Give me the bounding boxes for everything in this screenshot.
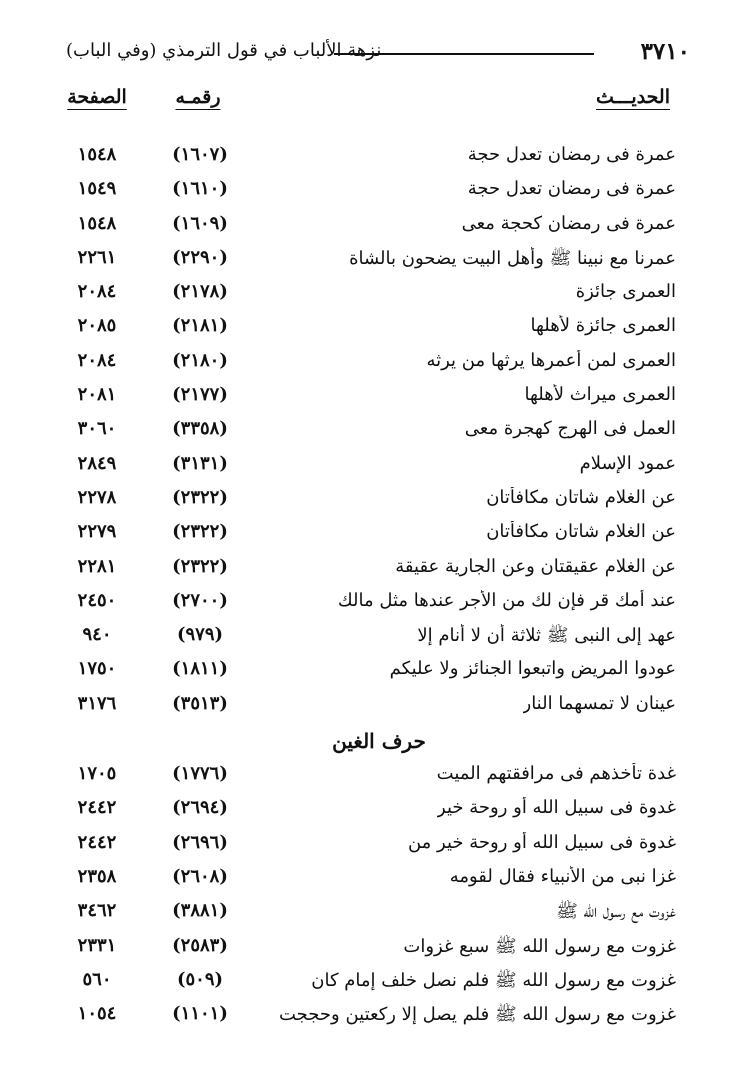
hadith-text: العمرى لمن أعمرها يرثها من يرثه (426, 349, 676, 371)
hadith-text: عودوا المريض واتبعوا الجنائز ولا عليكم (389, 658, 676, 680)
index-entries (66, 141, 690, 1034)
page-reference: ١٥٤٨ (77, 212, 117, 234)
hadith-number: (٢٧٠٠) (172, 589, 228, 611)
hadith-text: عهد إلى النبى ﷺ ثلاثة أن لا أنام إلا (417, 625, 676, 647)
hadith-text: غزوت مع رسول الله ﷺ فلم نصل خلف إمام كان (311, 969, 676, 991)
index-row (66, 621, 690, 655)
index-row (66, 347, 690, 381)
hadith-number: (٢١٧٨) (172, 281, 228, 303)
hadith-number: (١٦١٠) (172, 178, 228, 200)
index-row (66, 553, 690, 587)
page-number: ٣٧١٠ (640, 38, 690, 65)
hadith-text: غدوة فى سبيل الله أو روحة خير (437, 797, 676, 819)
index-row (66, 760, 690, 794)
page-reference: ٢٠٨٥ (77, 315, 117, 337)
page-reference: ٢٤٤٢ (77, 797, 117, 819)
page-reference: ٢٠٨٤ (77, 281, 117, 303)
hadith-number: (٣٨٨١) (172, 900, 228, 922)
hadith-text: عند أمك قر فإن لك من الأجر عندها مثل مالك (337, 589, 676, 611)
hadith-number: (٣٣٥٨) (172, 418, 228, 440)
index-row (66, 415, 690, 449)
index-row (66, 1000, 690, 1034)
page-reference: ٣٠٦٠ (77, 418, 117, 440)
hadith-text: عمرة فى رمضان كحجة معى (461, 212, 676, 234)
index-row (66, 690, 690, 724)
index-row (66, 863, 690, 897)
hadith-number: (٢١٨١) (172, 315, 228, 337)
index-row (66, 794, 690, 828)
running-header (66, 38, 690, 68)
index-row (66, 244, 690, 278)
column-header-page: الصفحة (67, 86, 127, 108)
section-heading (66, 724, 690, 760)
page-reference: ١٧٠٥ (77, 763, 117, 785)
hadith-number: (١٦٠٩) (172, 212, 228, 234)
page-reference: ١٥٤٩ (77, 178, 117, 200)
page-reference: ٢٢٧٨ (77, 486, 117, 508)
hadith-number: (١٧٧٦) (172, 763, 228, 785)
hadith-number: (٢٣٢٢) (172, 521, 228, 543)
page-reference: ٥٦٠ (82, 968, 112, 990)
column-header-hadith: الحديـــث (596, 86, 670, 108)
hadith-number: (٢٣٢٢) (172, 486, 228, 508)
index-row (66, 278, 690, 312)
hadith-number: (٥٠٩) (176, 968, 224, 990)
index-row (66, 312, 690, 346)
column-headers (66, 86, 690, 120)
hadith-number: (٣٥١٣) (172, 692, 228, 714)
hadith-text: غزوت مع رسول الله ﷺ (556, 901, 676, 923)
page-reference: ٢٤٤٢ (77, 831, 117, 853)
hadith-text: غدة تأخذهم فى مرافقتهم الميت (436, 763, 676, 785)
index-row (66, 175, 690, 209)
book-title: نزهة الألباب في قول الترمذي (وفي الباب) (66, 40, 382, 61)
hadith-text: عمرة فى رمضان تعدل حجة (467, 178, 676, 200)
hadith-text: عمرة فى رمضان تعدل حجة (467, 144, 676, 165)
index-row (66, 829, 690, 863)
hadith-number: (١٦٠٧) (172, 144, 228, 165)
page-reference: ٢٨٤٩ (77, 452, 117, 474)
index-row (66, 518, 690, 552)
page-reference: ٢٠٨١ (77, 384, 117, 406)
hadith-text: عمود الإسلام (579, 452, 676, 474)
hadith-number: (٢٦٩٦) (172, 831, 228, 853)
page-reference: ٢٣٣١ (77, 934, 117, 956)
hadith-number: (٢٦٠٨) (172, 865, 228, 887)
hadith-number: (٩٧٩) (176, 624, 224, 646)
hadith-text: عن الغلام شاتان مكافأتان (486, 521, 676, 543)
page-reference: ٢٢٦١ (77, 246, 117, 268)
index-row (66, 450, 690, 484)
page-reference: ٣٤٦٢ (77, 900, 117, 922)
entries-list-ghain (66, 760, 690, 1034)
column-header-number: رقمـه (175, 86, 221, 108)
page-reference: ٢٣٥٨ (77, 865, 117, 887)
hadith-text: غزا نبى من الأنبياء فقال لقومه (449, 865, 676, 887)
page-reference: ٩٤٠ (82, 624, 112, 646)
hadith-number: (٢٦٩٤) (172, 797, 228, 819)
page-reference: ٣١٧٦ (77, 692, 117, 714)
page-reference: ٢٢٨١ (77, 555, 117, 577)
hadith-text: غزوت مع رسول الله ﷺ سبع غزوات (403, 935, 676, 957)
hadith-number: (٢١٧٧) (172, 384, 228, 406)
entries-list-ain (66, 141, 690, 724)
page-reference: ١٧٥٠ (77, 658, 117, 680)
hadith-text: العمرى جائزة لأهلها (530, 315, 676, 337)
hadith-text: عمرنا مع نبينا ﷺ وأهل البيت يضحون بالشاة (349, 247, 676, 269)
index-row (66, 655, 690, 689)
page-reference: ١٠٥٤ (77, 1003, 117, 1025)
hadith-text: عن الغلام عقيقتان وعن الجارية عقيقة (395, 555, 676, 577)
hadith-text: غزوت مع رسول الله ﷺ فلم يصل إلا ركعتين وحججت (279, 1004, 676, 1026)
page-reference: ٢٤٥٠ (77, 589, 117, 611)
index-row (66, 932, 690, 966)
page-reference: ١٥٤٨ (77, 144, 117, 165)
index-row (66, 381, 690, 415)
hadith-text: عن الغلام شاتان مكافأتان (486, 486, 676, 508)
index-row (66, 141, 690, 175)
hadith-text: العمل فى الهرج كهجرة معى (464, 418, 676, 440)
section-heading-text: حرف الغين (332, 729, 426, 754)
hadith-number: (٣١٣١) (172, 452, 228, 474)
index-row (66, 210, 690, 244)
hadith-number: (٢٥٨٣) (172, 934, 228, 956)
index-row (66, 966, 690, 1000)
hadith-text: غدوة فى سبيل الله أو روحة خير من (407, 831, 676, 853)
hadith-number: (١٨١١) (172, 658, 228, 680)
index-row (66, 484, 690, 518)
hadith-number: (٢١٨٠) (172, 349, 228, 371)
index-row (66, 587, 690, 621)
page-reference: ٢٢٧٩ (77, 521, 117, 543)
index-row (66, 897, 690, 931)
hadith-text: العمرى جائزة (575, 281, 676, 303)
hadith-number: (١١٠١) (172, 1003, 228, 1025)
hadith-number: (٢٢٩٠) (172, 246, 228, 268)
hadith-text: العمرى ميراث لأهلها (524, 384, 676, 406)
page-reference: ٢٠٨٤ (77, 349, 117, 371)
hadith-number: (٢٣٢٢) (172, 555, 228, 577)
hadith-text: عينان لا تمسهما النار (522, 692, 676, 714)
